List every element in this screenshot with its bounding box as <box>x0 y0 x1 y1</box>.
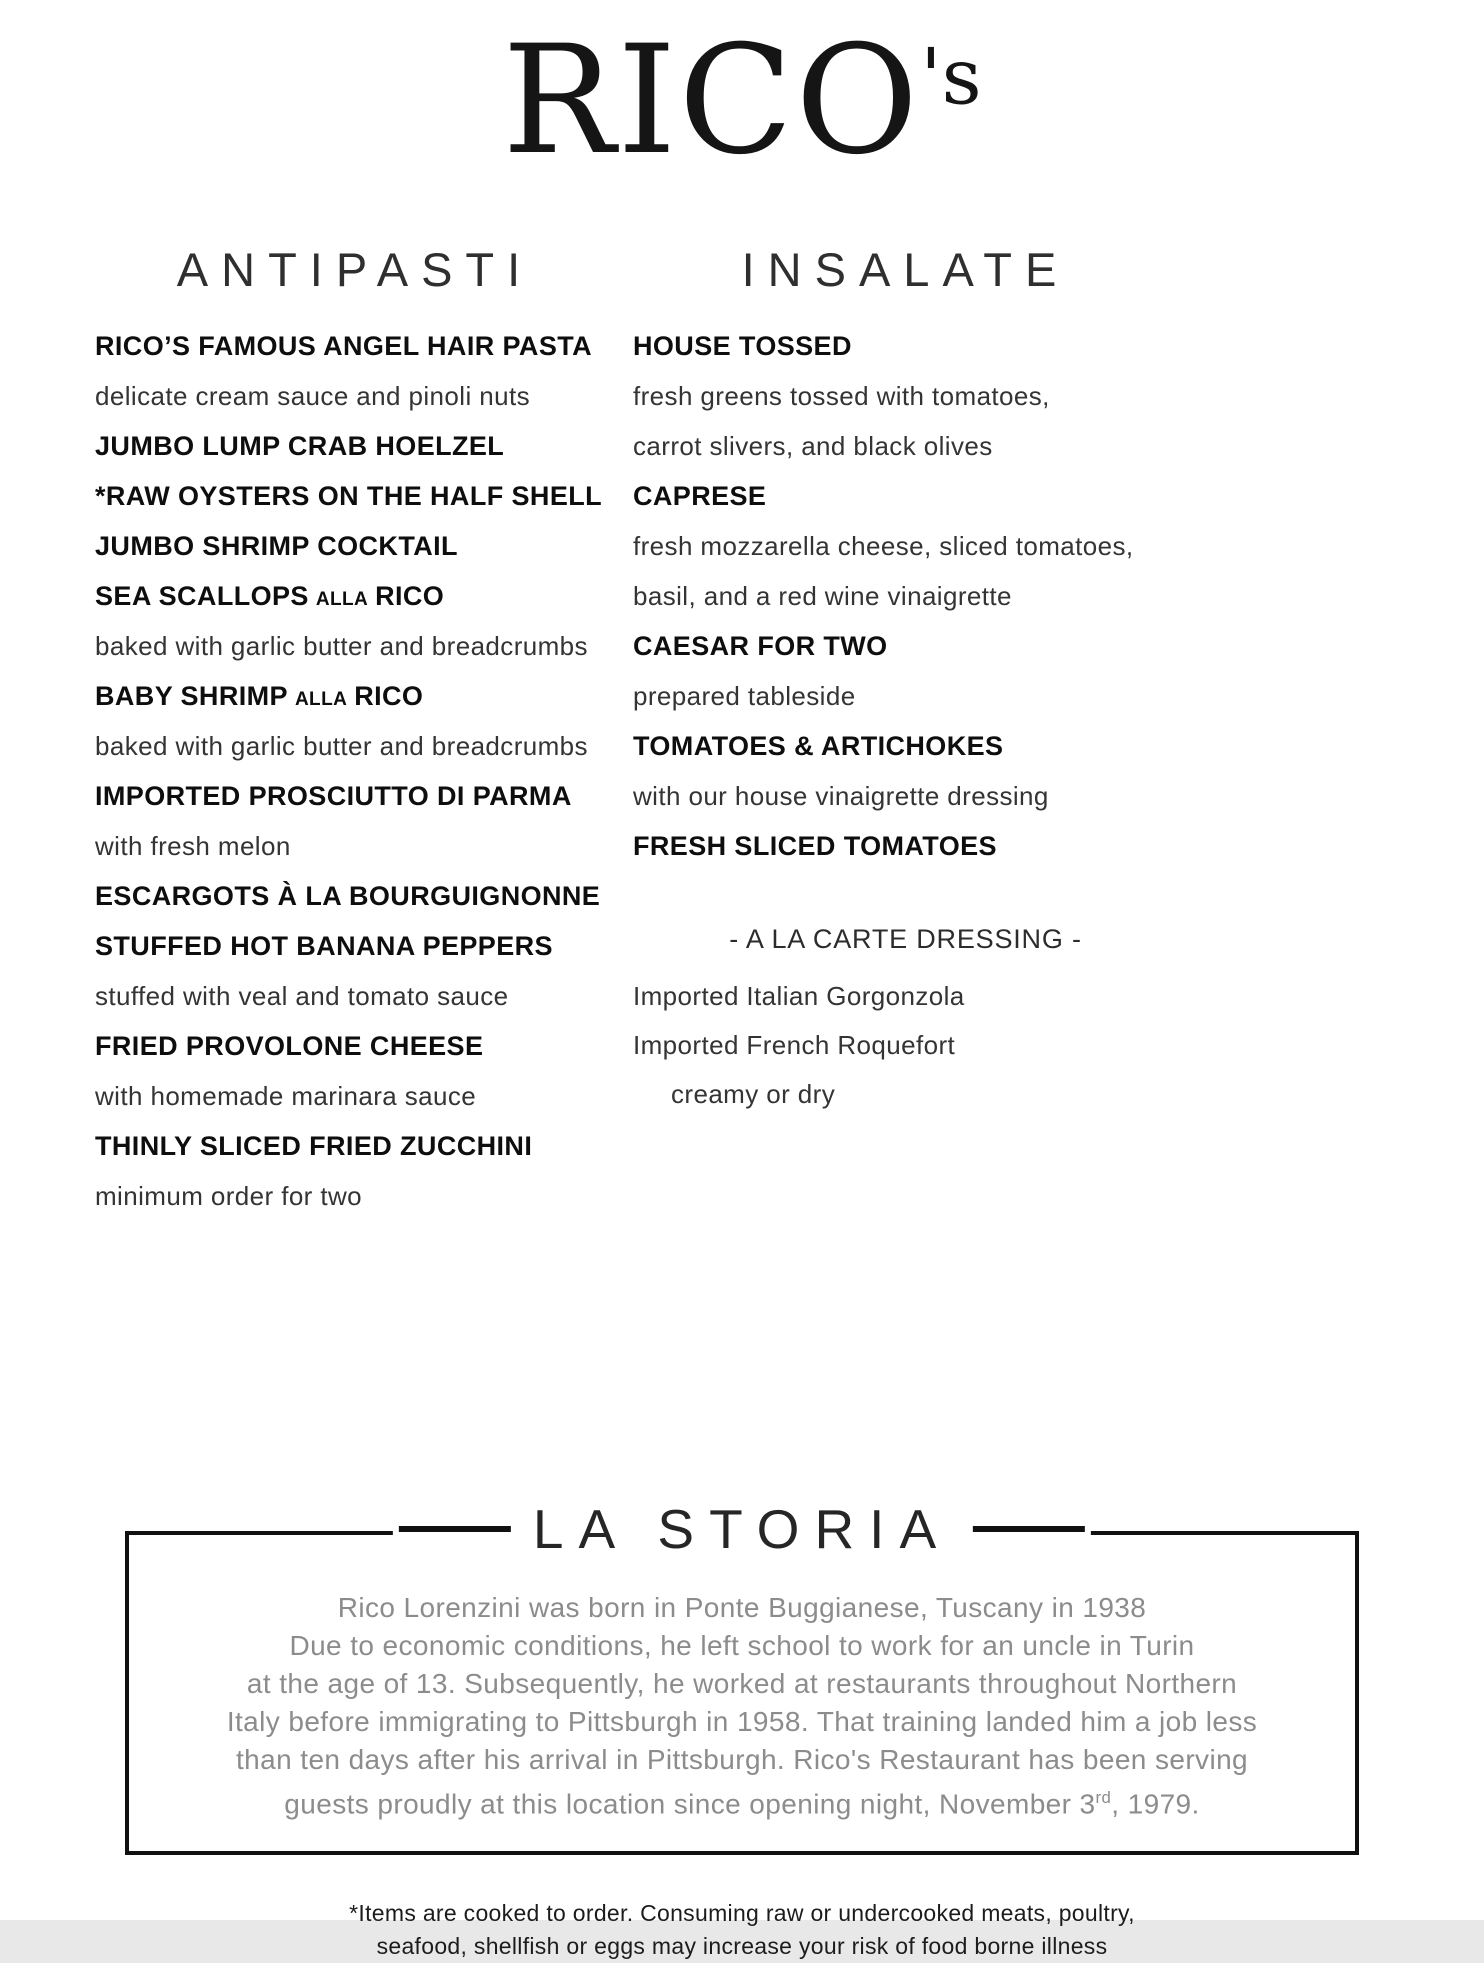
brand-suffix: 's <box>920 32 982 123</box>
story-line: than ten days after his arrival in Pittsburgh. Rico's Restaurant has been serving <box>235 1744 1249 1775</box>
section-title-insalate: INSALATE <box>741 243 1070 296</box>
menu-item <box>95 781 615 862</box>
story-title-wrap <box>393 1497 1091 1561</box>
menu-item-desc: with our house vinaigrette dressing <box>633 781 1049 811</box>
menu-item <box>633 731 1178 812</box>
menu-item <box>633 481 1178 612</box>
menu-item-desc: delicate cream sauce and pinoli nuts <box>95 381 530 411</box>
menu-item <box>95 931 615 1012</box>
menu-item <box>633 631 1178 712</box>
menu-item <box>633 831 1178 862</box>
menu-item <box>95 1131 615 1212</box>
story-line-part: guests proudly at this location since opening night, November 3 <box>284 1788 1096 1820</box>
menu-item <box>633 331 1178 462</box>
menu-item <box>95 1031 615 1112</box>
story-line: at the age of 13. Subsequently, he worked at restaurants throughout Northern <box>246 1668 1238 1699</box>
brand-logo <box>0 0 1484 228</box>
menu-item <box>95 481 615 512</box>
menu-item <box>95 331 615 412</box>
menu-item-desc: with homemade marinara sauce <box>95 1081 477 1111</box>
menu-item-desc: fresh greens tossed with tomatoes, <box>633 381 1050 411</box>
a-la-carte-line-indented: creamy or dry <box>671 1079 836 1109</box>
story-line: Due to economic conditions, he left school to work for an uncle in Turin <box>289 1630 1195 1661</box>
menu-item-name: RICO’S FAMOUS ANGEL HAIR PASTA <box>95 331 593 361</box>
menu-item-name: TOMATOES & ARTICHOKES <box>633 731 1004 761</box>
menu-item-name: ESCARGOTS À LA BOURGUIGNONNE <box>95 881 601 911</box>
footnote <box>0 1897 1484 1963</box>
footnote-line: seafood, shellfish or eggs may increase your risk of food borne illness <box>376 1933 1108 1960</box>
menu-item-name: CAPRESE <box>633 481 767 511</box>
menu-item <box>95 681 615 762</box>
story-title-left-rule <box>399 1526 511 1532</box>
menu-item <box>95 581 615 662</box>
menu-item-name: STUFFED HOT BANANA PEPPERS <box>95 931 553 961</box>
menu-item <box>95 431 615 462</box>
a-la-carte-line: Imported Italian Gorgonzola <box>633 981 965 1011</box>
menu-item-desc: minimum order for two <box>95 1181 363 1211</box>
story-title-right-rule <box>973 1526 1085 1532</box>
menu-item-name: HOUSE TOSSED <box>633 331 852 361</box>
a-la-carte-line: Imported French Roquefort <box>633 1030 956 1060</box>
menu-item-name-part: RICO <box>354 681 424 711</box>
a-la-carte-section <box>633 924 1178 1110</box>
story-line-last <box>169 1779 1315 1823</box>
menu-item-desc: carrot slivers, and black olives <box>633 431 993 461</box>
menu-item-name <box>95 581 615 612</box>
menu-item-name: IMPORTED PROSCIUTTO DI PARMA <box>95 781 572 811</box>
menu-item-name: JUMBO LUMP CRAB HOELZEL <box>95 431 505 461</box>
menu-item-desc: fresh mozzarella cheese, sliced tomatoes, <box>633 531 1134 561</box>
menu-item <box>95 881 615 912</box>
story-line-superscript: rd <box>1095 1788 1112 1807</box>
menu-item-desc: prepared tableside <box>633 681 856 711</box>
story-title: LA STORIA <box>532 1498 952 1560</box>
menu-columns <box>0 242 1484 1231</box>
section-insalate <box>633 242 1178 1231</box>
a-la-carte-header: - A LA CARTE DRESSING - <box>729 924 1082 954</box>
story-line: Rico Lorenzini was born in Ponte Buggianese, Tuscany in 1938 <box>337 1592 1147 1623</box>
menu-item <box>95 531 615 562</box>
menu-item-desc: with fresh melon <box>95 831 291 861</box>
menu-item-name-smallcaps: ALLA <box>294 689 348 710</box>
menu-item-name: *RAW OYSTERS ON THE HALF SHELL <box>95 481 603 511</box>
menu-item-desc: stuffed with veal and tomato sauce <box>95 981 509 1011</box>
story-line-part: , 1979. <box>1111 1788 1200 1820</box>
menu-item-name: JUMBO SHRIMP COCKTAIL <box>95 531 458 561</box>
menu-item-name-part: BABY SHRIMP <box>95 681 288 711</box>
section-antipasti <box>95 242 615 1231</box>
menu-item-name-smallcaps: ALLA <box>315 589 369 610</box>
menu-item-name-part: RICO <box>375 581 445 611</box>
story-box <box>125 1498 1359 1855</box>
menu-item-name <box>95 681 615 712</box>
brand-name: RICO <box>502 14 921 188</box>
menu-item-name: FRIED PROVOLONE CHEESE <box>95 1031 484 1061</box>
menu-item-name: THINLY SLICED FRIED ZUCCHINI <box>95 1131 533 1161</box>
menu-item-name: FRESH SLICED TOMATOES <box>633 831 997 861</box>
section-title-antipasti: ANTIPASTI <box>176 243 534 296</box>
footnote-line: *Items are cooked to order. Consuming raw or undercooked meats, poultry, <box>349 1900 1135 1927</box>
menu-item-desc: basil, and a red wine vinaigrette <box>633 581 1012 611</box>
menu-item-desc: baked with garlic butter and breadcrumbs <box>95 731 588 761</box>
menu-item-desc: baked with garlic butter and breadcrumbs <box>95 631 588 661</box>
menu-item-name: CAESAR FOR TWO <box>633 631 888 661</box>
menu-item-name-part: SEA SCALLOPS <box>95 581 309 611</box>
story-line: Italy before immigrating to Pittsburgh in 1958. That training landed him a job less <box>226 1706 1258 1737</box>
